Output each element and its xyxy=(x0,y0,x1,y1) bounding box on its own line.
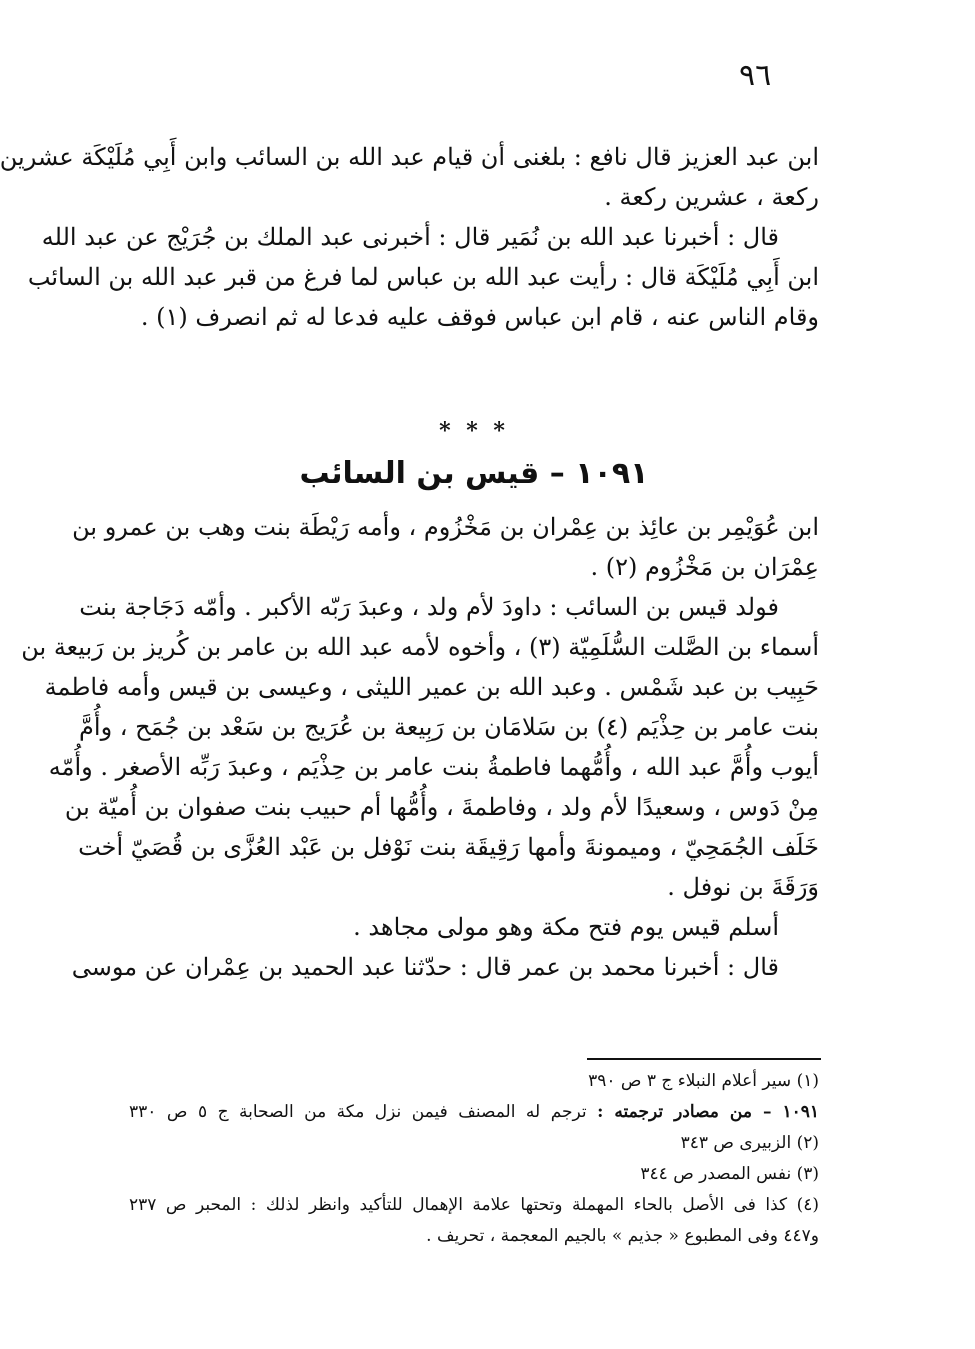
footnote-3: (٣) نفس المصدر ص ٣٤٤ xyxy=(640,1164,819,1184)
text-line: حَبِيب بن عبد شَمْس . وعبد الله بن عمير الليثى ، وعيسى بن قيس وأمه فاطمة xyxy=(44,673,819,701)
footnote-4: (٤) كذا فى الأصل بالحاء المهملة وتحتها علامة الإهمال للتأكيد وانظر لذلك : المحبر ص ٢٣٧ xyxy=(129,1195,819,1215)
footnote-2: (٢) الزبيرى ص ٣٤٣ xyxy=(680,1133,819,1153)
footnote-divider xyxy=(587,1058,821,1060)
footnote-sources-label: ١٠٩١ – من مصادر ترجمته : xyxy=(597,1102,819,1122)
text-line: ابن أَبِي مُلَيْكَة قال : رأيت عبد الله بن عباس لما فرغ من قبر عبد الله بن السائب xyxy=(27,263,819,291)
text-line: ركعة ، عشرين ركعة . xyxy=(604,183,819,211)
footnote-1: (١) سير أعلام النبلاء ج ٣ ص ٣٩٠ xyxy=(588,1071,819,1091)
text-line: ابن عُوَيْمِر بن عائِذ بن عِمْران بن مَخْزُوم ، وأمه رَيْطَة بنت وهب بن عمرو بن xyxy=(72,513,819,541)
footnote-4-continued: و٤٤٧ وفى المطبوع « جذيم » بالجيم المعجمة ، تحريف . xyxy=(426,1226,819,1246)
body-text-continued xyxy=(0,137,819,337)
text-line: خَلَف الجُمَحِيّ ، وميمونةَ وأمها رَقِيقَة بنت نَوْفل بن عَبْد العُزَّى بن قُصَيّ أخت xyxy=(78,833,819,861)
text-line: بنت عامر بن حِذْيَم (٤) بن سَلامَان بن رَبِيعة بن عُرَيج بن سَعْد بن جُمَح ، وأُمَّ xyxy=(79,713,819,741)
footnotes xyxy=(129,1066,819,1252)
text-line: قال : أخبرنا عبد الله بن نُمَير قال : أخبرنى عبد الملك بن جُرَيْج عن عبد الله xyxy=(41,223,779,251)
text-line: ابن عبد العزيز قال نافع : بلغنى أن قيام عبد الله بن السائب وابن أَبِي مُلَيْكَة عشرين xyxy=(0,143,819,171)
entry-heading: ١٠٩١ – قيس بن السائب xyxy=(299,456,649,491)
footnote-sources-text: ترجم له المصنف فيمن نزل مكة من الصحابة ج ٥ ص ٣٣٠ xyxy=(129,1102,598,1122)
text-line: وقام الناس عنه ، قام ابن عباس فوقف عليه فدعا له ثم انصرف (١) . xyxy=(140,303,819,331)
text-line: أسلم قيس يوم فتح مكة وهو مولى مجاهد . xyxy=(353,913,779,941)
section-separator: * * * xyxy=(439,418,509,444)
entry-body-text xyxy=(21,507,819,987)
text-line: وَرَقَةَ بن نوفل . xyxy=(667,873,819,901)
text-line: قال : أخبرنا محمد بن عمر قال : حدّثنا عبد الحميد بن عِمْران عن موسى xyxy=(71,953,779,981)
text-line: مِنْ دَوس ، وسعيدًا لأم ولد ، وفاطمةَ ، وأُمُّها أم حبيب بنت صفوان بن أُميّة بن xyxy=(64,793,819,821)
text-line: أسماء بن الصَّلت السُّلَمِيّة (٣) ، وأخوه لأمه عبد الله بن عامر بن كُريز بن رَبيعة بن xyxy=(21,633,819,661)
text-line: فولد قيس بن السائب : داودَ لأم ولد ، وعبدَ رَبّه الأكبر . وأمّه دَجَاجة بنت xyxy=(79,593,779,621)
page-number: ٩٦ xyxy=(739,58,772,93)
footnote-sources xyxy=(129,1097,819,1128)
text-line: عِمْرَان بن مَخْزُوم (٢) . xyxy=(590,553,819,581)
text-line: أيوب وأُمَّ عبد الله ، وأُمُّهما فاطمةُ بنت عامر بن حِذْيَم ، وعبدَ رَبِّه الأصغر . وأُمّه xyxy=(48,753,819,781)
